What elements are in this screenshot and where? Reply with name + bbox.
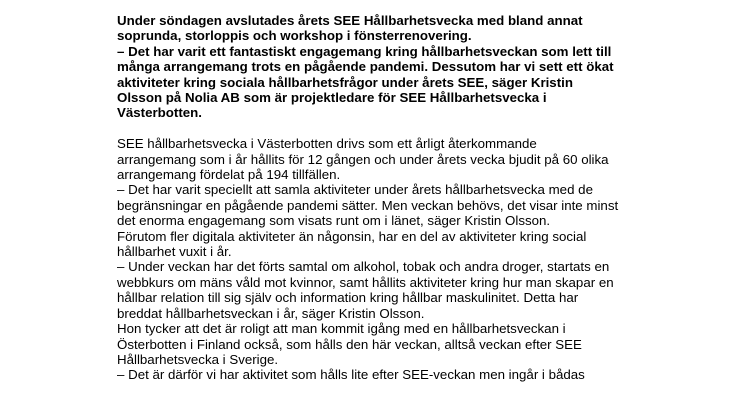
body-line: breddat hållbarhetsveckan i år, säger Kristin Olsson. [117, 305, 425, 321]
body-line: arrangemang som i år hållits för 12 gången och under årets vecka bjudit på 60 olika [117, 151, 609, 167]
body-line: Österbotten i Finland också, som hålls den här veckan, alltså veckan efter SEE [117, 336, 582, 352]
article-body [117, 136, 717, 383]
body-line: det enorma engagemang som visats runt om i länet, säger Kristin Olsson. [117, 213, 551, 229]
body-line: webbkurs om mäns våld mot kvinnor, samt hållits aktiviteter kring hur man skapar en [117, 274, 614, 290]
body-line: SEE hållbarhetsvecka i Västerbotten drivs som ett årligt återkommande [117, 136, 537, 152]
body-line: hållbar relation till sig själv och information kring hållbar maskulinitet. Detta har [117, 290, 579, 306]
lead-line: soprunda, storloppis och workshop i fönsterrenovering. [117, 28, 472, 44]
body-line: – Under veckan har det förts samtal om alkohol, tobak och andra droger, startats en [117, 259, 610, 275]
body-line: arrangemang fördelat på 194 tillfällen. [117, 167, 341, 183]
article-lead [117, 13, 717, 121]
body-line: – Det har varit speciellt att samla aktiviteter under årets hållbarhetsvecka med de [117, 182, 593, 198]
paragraph-gap [117, 121, 717, 136]
body-line: Hon tycker att det är roligt att man kommit igång med en hållbarhetsveckan i [117, 321, 566, 337]
lead-line: Olsson på Nolia AB som är projektledare för SEE Hållbarhetsvecka i [117, 90, 547, 106]
body-line: – Det är därför vi har aktivitet som hålls lite efter SEE-veckan men ingår i bådas [117, 367, 585, 383]
body-line: hållbarhet vuxit i år. [117, 244, 232, 260]
lead-line: Under söndagen avslutades årets SEE Hållbarhetsvecka med bland annat [117, 13, 583, 28]
article-text [117, 13, 717, 383]
lead-line: aktiviteter kring sociala hållbarhetsfrågor under årets SEE, säger Kristin [117, 74, 573, 90]
body-line: begränsningar en pågående pandemi sätter. Men veckan behövs, det visar inte minst [117, 197, 619, 213]
lead-line: – Det har varit ett fantastiskt engagemang kring hållbarhetsveckan som lett till [117, 43, 612, 59]
lead-line: många arrangemang trots en pågående pandemi. Dessutom har vi sett ett ökat [117, 59, 614, 75]
body-line: Hållbarhetsvecka i Sverige. [117, 351, 279, 367]
body-line: Förutom fler digitala aktiviteter än någonsin, har en del av aktiviteter kring social [117, 228, 587, 244]
lead-line: Västerbotten. [117, 105, 202, 121]
